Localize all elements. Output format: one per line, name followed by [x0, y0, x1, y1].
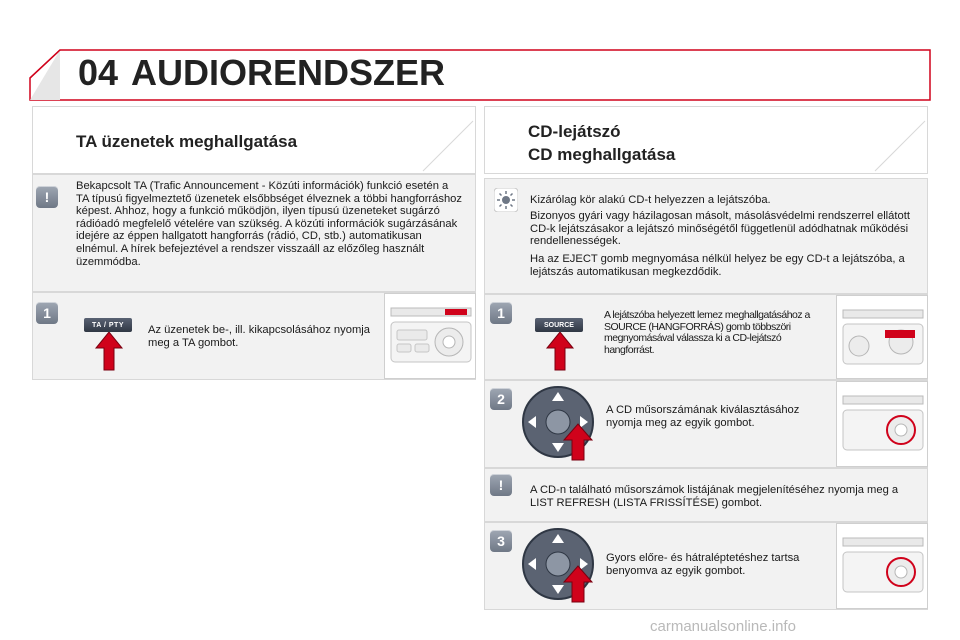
navigation-dpad-icon — [520, 384, 604, 464]
radio-panel-drawing — [837, 524, 927, 608]
step-1-badge-icon: 1 — [36, 302, 58, 324]
navigation-dpad-icon — [520, 526, 604, 606]
left-step1-text: Az üzenetek be-, ill. kikapcsolásához nyomja meg a TA gombot. — [148, 324, 370, 349]
page-header — [0, 0, 960, 110]
right-step1-text: A lejátszóba helyezett lemez meghallgatásához a SOURCE (HANGFORRÁS) gomb többszöri megnyomásával válassza ki a CD-lejátszó hangforrást. — [604, 309, 810, 356]
source-button: SOURCE — [535, 318, 583, 332]
chapter-number: 04 — [78, 52, 119, 93]
warning-badge-icon: ! — [36, 186, 58, 208]
right-tip-text-3: Ha az EJECT gomb megnyomása nélkül helyez be egy CD-t a lejátszóba, a lejátszás automatikusan megkezdődik. — [530, 253, 905, 278]
right-note-text: A CD-n található műsorszámok listájának megjelenítéséhez nyomja meg a LIST REFRESH (LISTA FRISSÍTÉSE) gombot. — [530, 484, 899, 509]
right-section-title-2: CD meghallgatása — [528, 145, 676, 164]
lightbulb-tip-icon — [494, 188, 518, 212]
up-arrow-icon — [94, 332, 124, 372]
radio-panel-drawing — [837, 382, 927, 466]
step-3-badge-icon: 3 — [490, 530, 512, 552]
warning-badge-icon: ! — [490, 474, 512, 496]
radio-unit-image — [836, 295, 928, 379]
step-2-badge-icon: 2 — [490, 388, 512, 410]
right-tip-text-2: Bizonyos gyári vagy házilagosan másolt, másolásvédelmi rendszerrel ellátott CD-k lejátszásakor a lejátszó minőségétől függetlenül adódhatnak működési rendellenességek. — [530, 210, 910, 248]
left-section-title: TA üzenetek meghallgatása — [76, 132, 298, 151]
right-step2-text: A CD műsorszámának kiválasztásához nyomja meg az egyik gombot. — [606, 404, 800, 429]
radio-unit-image — [836, 381, 928, 467]
radio-unit-image — [836, 523, 928, 609]
watermark-text: carmanualsonline.info — [650, 618, 796, 635]
left-note-text: Bekapcsolt TA (Trafic Announcement - Közúti információk) funkció esetén a TA típusú figyelmeztető üzenetek elsőbbséget élveznek a többi hangforráshoz képest. Ahhoz, hogy a funkció működjön, ilyen típusú üzeneteket sugárzó rádióadó megfelelő vételére van szükség. A közúti információk sugárzásának idejére az éppen hallgatott hangforrás (rádió, CD, stb.) automatikusan elnémul. A hírek befejeztével a rendszer visszaáll az előzőleg használt üzemmódba. — [76, 180, 462, 268]
right-tip-text-1: Kizárólag kör alakú CD-t helyezzen a lejátszóba. — [530, 194, 771, 206]
radio-panel-drawing — [837, 296, 927, 378]
radio-panel-drawing — [385, 294, 475, 378]
ta-pty-button: TA / PTY — [84, 318, 132, 332]
radio-unit-image — [384, 293, 476, 379]
up-arrow-icon — [545, 332, 575, 372]
chapter-title: AUDIORENDSZER — [131, 52, 446, 93]
right-section-title-1: CD-lejátszó — [528, 122, 621, 141]
right-step3-text: Gyors előre- és hátraléptetéshez tartsa benyomva az egyik gombot. — [606, 552, 800, 577]
step-1-badge-icon: 1 — [490, 302, 512, 324]
